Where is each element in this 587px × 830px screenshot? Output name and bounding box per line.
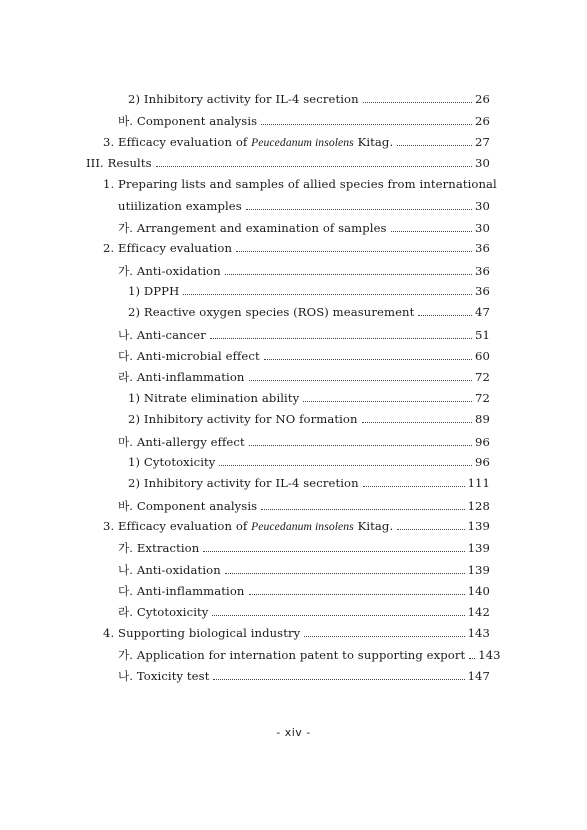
dot-leader (363, 102, 472, 103)
toc-entry-title: 4. Supporting biological industry (103, 625, 301, 640)
dot-leader (469, 658, 475, 659)
toc-page-number: 128 (467, 498, 490, 513)
toc-page-number: 143 (467, 625, 490, 640)
toc-page-number: 96 (475, 454, 490, 469)
dot-leader (236, 251, 472, 252)
dot-leader (249, 445, 472, 446)
toc-page-number: 26 (475, 114, 490, 129)
dot-leader (261, 509, 464, 510)
toc-entry-title: 2) Inhibitory activity for IL-4 secretion (128, 92, 359, 106)
dot-leader (391, 231, 472, 232)
toc-entry-title: 가. Anti-oxidation (118, 263, 221, 278)
toc-entry (86, 92, 490, 113)
toc-page-number: 139 (467, 518, 490, 533)
toc-entry-title: 라. Anti-inflammation (118, 370, 245, 385)
toc-entry (86, 284, 490, 305)
toc-entry (86, 626, 490, 647)
toc-entry (86, 476, 490, 497)
toc-entry (86, 199, 490, 220)
toc-entry-title: 1) DPPH (128, 284, 180, 299)
toc-page-number: 111 (467, 476, 490, 491)
toc-entry (86, 177, 497, 198)
toc-page-number: 72 (475, 390, 490, 405)
toc-page-number: 89 (475, 412, 490, 427)
toc-entry (86, 519, 490, 540)
page-number: - xiv - (276, 726, 311, 739)
toc-page-number: 30 (475, 198, 490, 213)
dot-leader (397, 529, 464, 530)
toc-entry (86, 562, 490, 583)
toc-entry (86, 327, 490, 348)
toc-entry-title: 가. Extraction (118, 541, 200, 556)
dot-leader (303, 401, 472, 402)
dot-leader (264, 359, 472, 360)
toc-entry (86, 647, 501, 668)
toc-entry (86, 412, 490, 433)
toc-entry-title: 2. Efficacy evaluation (103, 241, 233, 256)
toc-page-number: 142 (467, 605, 490, 620)
dot-leader (363, 486, 465, 487)
toc-entry-title: III. Results (86, 156, 152, 171)
toc-entry (86, 604, 490, 625)
toc-entry-title: 2) Inhibitory activity for NO formation (128, 412, 358, 427)
toc-page-number: 26 (475, 92, 490, 106)
dot-leader (219, 465, 472, 466)
dot-leader (210, 338, 472, 339)
toc-page-number: 96 (475, 434, 490, 449)
toc-entry-title: 라. Cytotoxicity (118, 605, 209, 620)
toc-entry (86, 391, 490, 412)
toc-entry-title: 바. Component analysis (118, 498, 258, 513)
dot-leader (156, 166, 472, 167)
toc-page-number: 30 (475, 221, 490, 236)
toc-entry-title: 1. Preparing lists and samples of allied species from international (103, 177, 497, 192)
toc-entry-title: 2) Inhibitory activity for IL-4 secretion (128, 476, 359, 491)
toc-entry (86, 434, 490, 455)
toc-page-number: 140 (467, 583, 490, 598)
toc-entry-title: 2) Reactive oxygen species (ROS) measurement (128, 305, 415, 320)
dot-leader (183, 294, 472, 295)
toc-page-number: 36 (475, 284, 490, 299)
toc-entry (86, 305, 490, 326)
dot-leader (212, 615, 464, 616)
dot-leader (249, 594, 465, 595)
toc-entry (86, 498, 490, 519)
toc-entry (86, 348, 490, 369)
toc-entry-title: 마. Anti-allergy effect (118, 434, 245, 449)
dot-leader (397, 145, 472, 146)
dot-leader (304, 636, 464, 637)
toc-page-number: 60 (475, 349, 490, 364)
toc-entry-title: 나. Anti-cancer (118, 327, 206, 342)
toc-page-number: 139 (467, 541, 490, 556)
dot-leader (362, 422, 473, 423)
dot-leader (225, 274, 472, 275)
toc-entry-title: 3. Efficacy evaluation of Peucedanum insolens Kitag. (103, 518, 394, 533)
toc-page-number: 147 (467, 669, 490, 684)
toc-page-number: 36 (475, 263, 490, 278)
toc-page-number: 47 (475, 305, 490, 320)
toc-entry-title: 가. Application for internation patent to supporting export (118, 647, 466, 662)
toc-entry (86, 241, 490, 262)
toc-page-number: 51 (475, 327, 490, 342)
toc-page-number: 72 (475, 370, 490, 385)
toc-entry-title: 나. Anti-oxidation (118, 562, 221, 577)
toc-page-number: 139 (467, 562, 490, 577)
dot-leader (225, 573, 465, 574)
toc-entry-title: 3. Efficacy evaluation of Peucedanum insolens Kitag. (103, 134, 394, 149)
dot-leader (261, 124, 472, 125)
toc-entry (86, 369, 490, 390)
toc-page-number: 27 (475, 134, 490, 149)
dot-leader (213, 679, 464, 680)
toc-entry (86, 583, 490, 604)
toc-page-number: 143 (478, 647, 501, 662)
dot-leader (418, 315, 472, 316)
toc-entry (86, 156, 490, 177)
toc-page-number: 36 (475, 241, 490, 256)
toc-entry (86, 263, 490, 284)
dot-leader (249, 380, 473, 381)
toc-entry-title: 다. Anti-inflammation (118, 583, 245, 598)
toc-entry (86, 220, 490, 241)
toc-entry-title: 바. Component analysis (118, 114, 258, 129)
dot-leader (203, 551, 464, 552)
toc-entry-title: 1) Cytotoxicity (128, 454, 216, 469)
toc-entry (86, 135, 490, 156)
toc-entry (86, 455, 490, 476)
toc-entry-title: 가. Arrangement and examination of samples (118, 221, 387, 236)
toc-entry (86, 668, 490, 689)
toc-entry-title: 나. Toxicity test (118, 669, 210, 684)
toc-entry-title: 다. Anti-microbial effect (118, 349, 260, 364)
toc-entry-title: utiilization examples (118, 198, 242, 213)
toc-entry-title: 1) Nitrate elimination ability (128, 390, 300, 405)
table-of-contents (86, 92, 501, 690)
toc-page-number: 30 (475, 156, 490, 171)
toc-entry (86, 540, 490, 561)
dot-leader (246, 209, 472, 210)
toc-entry (86, 113, 490, 134)
